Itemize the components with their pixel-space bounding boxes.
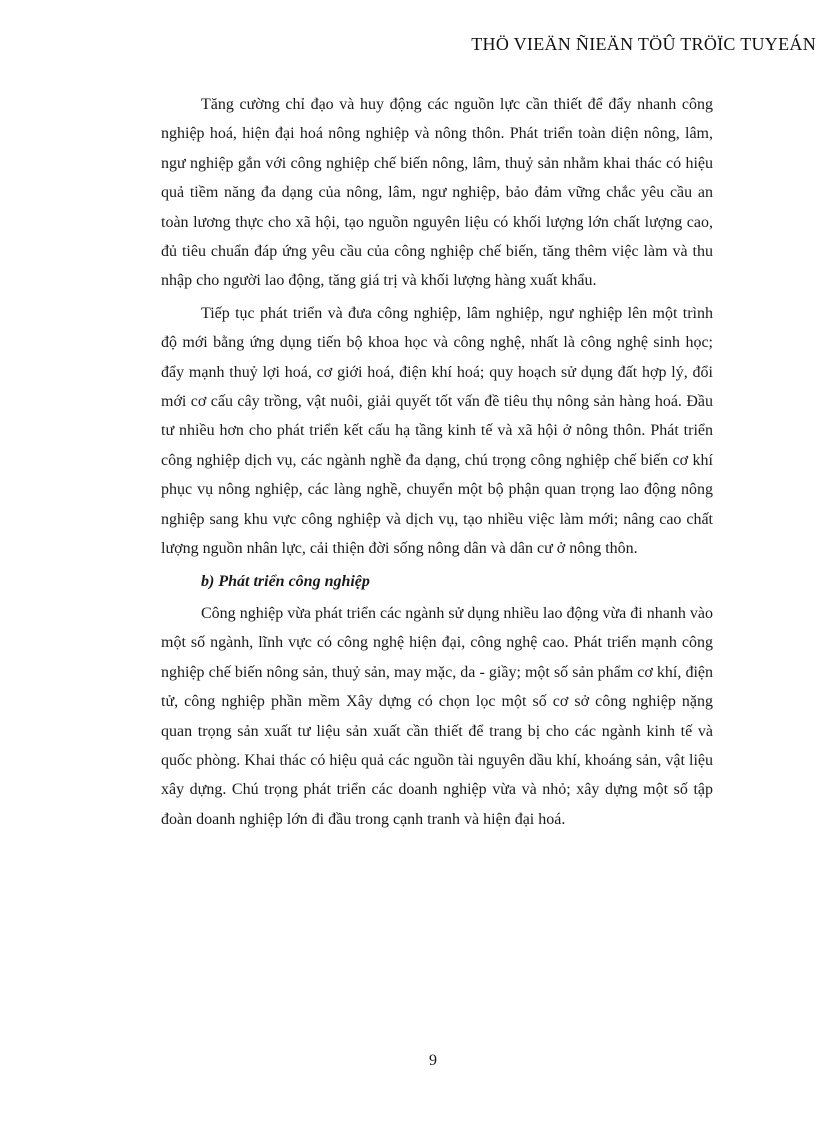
- document-body: [161, 90, 713, 837]
- paragraph-agriculture: Tăng cường chỉ đạo và huy động các nguồn lực cần thiết để đẩy nhanh công nghiệp hoá, hiện đại hoá nông nghiệp và nông thôn. Phát triển toàn diện nông, lâm, ngư nghiệp gắn với công nghiệp chế biến nông, lâm, thuỷ sản nhằm khai thác có hiệu quả tiềm năng đa dạng của nông, lâm, ngư nghiệp, bảo đảm vững chắc yêu cầu an toàn lương thực cho xã hội, tạo nguồn nguyên liệu có khối lượng lớn chất lượng cao, đủ tiêu chuẩn đáp ứng yêu cầu của công nghiệp chế biến, tăng thêm việc làm và thu nhập cho người lao động, tăng giá trị và khối lượng hàng xuất khẩu.: [161, 96, 713, 290]
- paragraph-rural-development: Tiếp tục phát triển và đưa công nghiệp, lâm nghiệp, ngư nghiệp lên một trình độ mới bằng ứng dụng tiến bộ khoa học và công nghệ, nhất là công nghệ sinh học; đẩy mạnh thuỷ lợi hoá, cơ giới hoá, điện khí hoá; quy hoạch sử dụng đất hợp lý, đổi mới cơ cấu cây trồng, vật nuôi, giải quyết tốt vấn đề tiêu thụ nông sản hàng hoá. Đầu tư nhiều hơn cho phát triển kết cấu hạ tầng kinh tế và xã hội ở nông thôn. Phát triển công nghiệp dịch vụ, các ngành nghề đa dạng, chú trọng công nghiệp chế biến cơ khí phục vụ nông nghiệp, các làng nghề, chuyển một bộ phận quan trọng lao động nông nghiệp sang khu vực công nghiệp và dịch vụ, tạo nhiều việc làm mới; nâng cao chất lượng nguồn nhân lực, cải thiện đời sống nông dân và dân cư ở nông thôn.: [161, 304, 713, 558]
- section-subheading: b) Phát triển công nghiệp: [201, 572, 370, 590]
- paragraph-industry: Công nghiệp vừa phát triển các ngành sử dụng nhiều lao động vừa đi nhanh vào một số ngành, lĩnh vực có công nghệ hiện đại, công nghệ cao. Phát triển mạnh công nghiệp chế biến nông sản, thuỷ sản, may mặc, da - giầy; một số sản phẩm cơ khí, điện tử, công nghiệp phần mềm Xây dựng có chọn lọc một số cơ sở công nghiệp nặng quan trọng sản xuất tư liệu sản xuất cần thiết để trang bị cho các ngành kinh tế và quốc phòng. Khai thác có hiệu quả các nguồn tài nguyên dầu khí, khoáng sản, vật liệu xây dựng. Chú trọng phát triển các doanh nghiệp vừa và nhỏ; xây dựng một số tập đoàn doanh nghiệp lớn đi đầu trong cạnh tranh và hiện đại hoá.: [161, 604, 713, 828]
- page-header: THÖ VIEÄN ÑIEÄN TÖÛ TRÖÏC TUYEÁN: [471, 34, 816, 54]
- page-number: 9: [429, 1052, 437, 1069]
